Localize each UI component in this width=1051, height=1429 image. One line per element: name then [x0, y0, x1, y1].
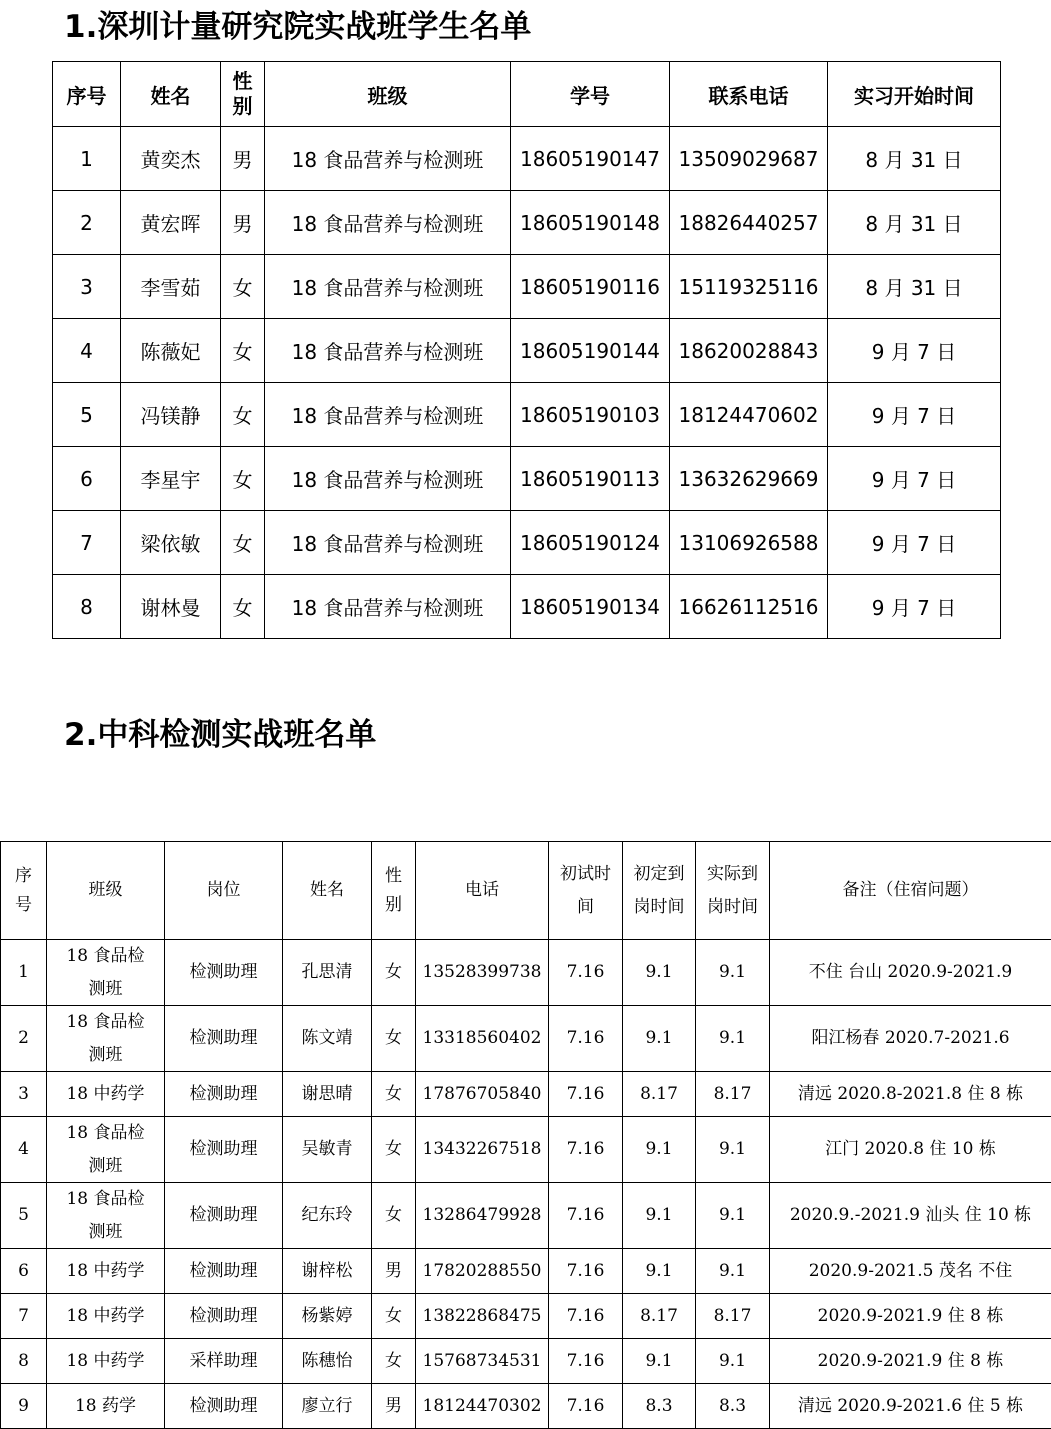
table-cell: 9.1	[623, 1117, 696, 1183]
header-cell: 备注（住宿问题）	[770, 842, 1051, 940]
table-cell: 7.16	[549, 1384, 623, 1429]
table-row	[1, 1339, 1051, 1384]
header-cell: 姓名	[283, 842, 372, 940]
table-cell: 8.17	[696, 1294, 770, 1339]
table-cell: 15768734531	[416, 1339, 549, 1384]
table-cell: 女	[372, 1294, 416, 1339]
table-cell: 18 食品营养与检测班	[265, 191, 511, 255]
header-cell: 性别	[221, 62, 265, 127]
table-cell: 男	[372, 1249, 416, 1294]
header-cell: 实际到岗时间	[696, 842, 770, 940]
table-cell: 18 食品检测班	[47, 1006, 165, 1072]
table-row	[53, 511, 1001, 575]
table-cell: 6	[53, 447, 121, 511]
table-cell: 7.16	[549, 1072, 623, 1117]
header-cell: 学号	[511, 62, 670, 127]
table-cell: 女	[221, 575, 265, 639]
table-cell: 检测助理	[165, 1072, 283, 1117]
table-cell: 孔思清	[283, 940, 372, 1006]
table-cell: 3	[53, 255, 121, 319]
table-cell: 2	[1, 1006, 47, 1072]
table-cell: 18605190113	[511, 447, 670, 511]
table-cell: 18605190103	[511, 383, 670, 447]
table-cell: 女	[372, 940, 416, 1006]
table-row	[53, 255, 1001, 319]
table-cell: 18605190134	[511, 575, 670, 639]
header-cell: 序号	[1, 842, 47, 940]
table-cell: 13509029687	[670, 127, 828, 191]
table-cell: 18 食品营养与检测班	[265, 319, 511, 383]
table-cell: 6	[1, 1249, 47, 1294]
header-cell: 姓名	[121, 62, 221, 127]
table-cell: 女	[372, 1006, 416, 1072]
table-row	[53, 383, 1001, 447]
table-cell: 18124470302	[416, 1384, 549, 1429]
table-cell: 8.3	[696, 1384, 770, 1429]
header-cell: 班级	[265, 62, 511, 127]
header-cell: 联系电话	[670, 62, 828, 127]
table-cell: 18 药学	[47, 1384, 165, 1429]
table-cell: 7	[1, 1294, 47, 1339]
table-cell: 男	[372, 1384, 416, 1429]
table-cell: 18620028843	[670, 319, 828, 383]
table-cell: 男	[221, 191, 265, 255]
table-header-row	[53, 62, 1001, 127]
table-cell: 检测助理	[165, 1006, 283, 1072]
table-cell: 8.17	[696, 1072, 770, 1117]
table-cell: 18 食品检测班	[47, 1117, 165, 1183]
table-cell: 李星宇	[121, 447, 221, 511]
table-cell: 13318560402	[416, 1006, 549, 1072]
table-cell: 9 月 7 日	[828, 383, 1001, 447]
table-cell: 18605190144	[511, 319, 670, 383]
table-cell: 18605190148	[511, 191, 670, 255]
table-cell: 江门 2020.8 住 10 栋	[770, 1117, 1051, 1183]
table-cell: 男	[221, 127, 265, 191]
table-cell: 7.16	[549, 1117, 623, 1183]
header-cell: 岗位	[165, 842, 283, 940]
table-header-row	[1, 842, 1051, 940]
shenzhen-student-table	[52, 61, 1001, 639]
table-cell: 9 月 7 日	[828, 447, 1001, 511]
table-cell: 2020.9-2021.9 住 8 栋	[770, 1294, 1051, 1339]
table-row	[53, 319, 1001, 383]
table-cell: 李雪茹	[121, 255, 221, 319]
table-cell: 16626112516	[670, 575, 828, 639]
table-cell: 7.16	[549, 1339, 623, 1384]
section2-title: 2.中科检测实战班名单	[64, 720, 376, 751]
table-cell: 检测助理	[165, 940, 283, 1006]
table-cell: 9.1	[623, 1249, 696, 1294]
table-cell: 谢梓松	[283, 1249, 372, 1294]
table-cell: 2020.9-2021.9 住 8 栋	[770, 1339, 1051, 1384]
table-cell: 黄宏晖	[121, 191, 221, 255]
table-cell: 18605190147	[511, 127, 670, 191]
table-cell: 4	[53, 319, 121, 383]
table-cell: 2020.9.-2021.9 汕头 住 10 栋	[770, 1183, 1051, 1249]
table-row	[1, 1072, 1051, 1117]
table-cell: 女	[372, 1072, 416, 1117]
table-cell: 9.1	[696, 1117, 770, 1183]
table-cell: 13822868475	[416, 1294, 549, 1339]
table-cell: 女	[221, 383, 265, 447]
header-cell: 班级	[47, 842, 165, 940]
table-cell: 谢林曼	[121, 575, 221, 639]
zhongke-student-table	[0, 841, 1051, 1429]
table-cell: 17876705840	[416, 1072, 549, 1117]
table-cell: 女	[372, 1117, 416, 1183]
table-cell: 8 月 31 日	[828, 255, 1001, 319]
table-cell: 18 中药学	[47, 1294, 165, 1339]
table-cell: 清远 2020.8-2021.8 住 8 栋	[770, 1072, 1051, 1117]
table-body	[53, 127, 1001, 639]
table-cell: 检测助理	[165, 1384, 283, 1429]
table-cell: 18 中药学	[47, 1249, 165, 1294]
header-cell: 电话	[416, 842, 549, 940]
table-cell: 7.16	[549, 1249, 623, 1294]
table-cell: 吴敏青	[283, 1117, 372, 1183]
table-cell: 1	[53, 127, 121, 191]
table-cell: 13106926588	[670, 511, 828, 575]
table-cell: 9	[1, 1384, 47, 1429]
table-cell: 18 食品营养与检测班	[265, 383, 511, 447]
table-cell: 陈薇妃	[121, 319, 221, 383]
table-cell: 9.1	[696, 940, 770, 1006]
table-cell: 18 食品营养与检测班	[265, 511, 511, 575]
table-cell: 18 食品营养与检测班	[265, 575, 511, 639]
table-row	[1, 1117, 1051, 1183]
table-cell: 18 食品营养与检测班	[265, 127, 511, 191]
table-cell: 8	[53, 575, 121, 639]
table-cell: 13632629669	[670, 447, 828, 511]
table-cell: 9.1	[623, 1339, 696, 1384]
table-cell: 女	[372, 1183, 416, 1249]
table-cell: 5	[1, 1183, 47, 1249]
table-cell: 清远 2020.9-2021.6 住 5 栋	[770, 1384, 1051, 1429]
table-row	[1, 1294, 1051, 1339]
table-cell: 17820288550	[416, 1249, 549, 1294]
table-row	[1, 1384, 1051, 1429]
table-cell: 3	[1, 1072, 47, 1117]
table-cell: 4	[1, 1117, 47, 1183]
table-cell: 9.1	[696, 1006, 770, 1072]
table-cell: 18 食品营养与检测班	[265, 255, 511, 319]
table-cell: 7.16	[549, 1006, 623, 1072]
table-cell: 8 月 31 日	[828, 127, 1001, 191]
table-cell: 检测助理	[165, 1249, 283, 1294]
table-row	[53, 575, 1001, 639]
table-cell: 13432267518	[416, 1117, 549, 1183]
table-cell: 女	[221, 447, 265, 511]
table-cell: 5	[53, 383, 121, 447]
table-cell: 9 月 7 日	[828, 319, 1001, 383]
table-cell: 9 月 7 日	[828, 575, 1001, 639]
table-cell: 检测助理	[165, 1294, 283, 1339]
header-cell: 初试时间	[549, 842, 623, 940]
table-cell: 9.1	[696, 1249, 770, 1294]
table-cell: 18605190124	[511, 511, 670, 575]
table-cell: 纪东玲	[283, 1183, 372, 1249]
table-cell: 18 食品营养与检测班	[265, 447, 511, 511]
table-cell: 7	[53, 511, 121, 575]
table-cell: 阳江杨春 2020.7-2021.6	[770, 1006, 1051, 1072]
table-cell: 8	[1, 1339, 47, 1384]
table-cell: 18826440257	[670, 191, 828, 255]
header-cell: 实习开始时间	[828, 62, 1001, 127]
table-cell: 检测助理	[165, 1117, 283, 1183]
table-row	[53, 191, 1001, 255]
table-cell: 女	[372, 1339, 416, 1384]
table-cell: 13528399738	[416, 940, 549, 1006]
table-row	[53, 447, 1001, 511]
table-cell: 7.16	[549, 1183, 623, 1249]
section1-title: 1.深圳计量研究院实战班学生名单	[64, 12, 531, 43]
table-cell: 8.17	[623, 1072, 696, 1117]
table-body	[1, 940, 1051, 1429]
table-cell: 18 食品检测班	[47, 1183, 165, 1249]
table-cell: 18 中药学	[47, 1339, 165, 1384]
table-row	[1, 940, 1051, 1006]
table-cell: 7.16	[549, 940, 623, 1006]
table-cell: 不住 台山 2020.9-2021.9	[770, 940, 1051, 1006]
table-cell: 梁依敏	[121, 511, 221, 575]
table-row	[1, 1006, 1051, 1072]
table-cell: 女	[221, 319, 265, 383]
table-cell: 9.1	[623, 1006, 696, 1072]
table-cell: 18605190116	[511, 255, 670, 319]
header-cell: 序号	[53, 62, 121, 127]
table-row	[1, 1183, 1051, 1249]
table-cell: 2020.9-2021.5 茂名 不住	[770, 1249, 1051, 1294]
table-cell: 黄奕杰	[121, 127, 221, 191]
table-cell: 13286479928	[416, 1183, 549, 1249]
table-cell: 1	[1, 940, 47, 1006]
table-cell: 15119325116	[670, 255, 828, 319]
table-cell: 女	[221, 511, 265, 575]
table-row	[1, 1249, 1051, 1294]
table-cell: 冯镁静	[121, 383, 221, 447]
table-cell: 8.17	[623, 1294, 696, 1339]
table-cell: 18 食品检测班	[47, 940, 165, 1006]
table-cell: 9.1	[696, 1183, 770, 1249]
table-cell: 9.1	[623, 1183, 696, 1249]
table-cell: 8.3	[623, 1384, 696, 1429]
table-cell: 廖立行	[283, 1384, 372, 1429]
table-cell: 女	[221, 255, 265, 319]
table-cell: 谢思晴	[283, 1072, 372, 1117]
table-cell: 9.1	[623, 940, 696, 1006]
table-cell: 检测助理	[165, 1183, 283, 1249]
table-cell: 2	[53, 191, 121, 255]
header-cell: 性别	[372, 842, 416, 940]
table-cell: 8 月 31 日	[828, 191, 1001, 255]
table-cell: 采样助理	[165, 1339, 283, 1384]
table-cell: 18124470602	[670, 383, 828, 447]
table-cell: 9 月 7 日	[828, 511, 1001, 575]
table-cell: 陈穗怡	[283, 1339, 372, 1384]
header-cell: 初定到岗时间	[623, 842, 696, 940]
table-cell: 7.16	[549, 1294, 623, 1339]
table-cell: 18 中药学	[47, 1072, 165, 1117]
table-cell: 9.1	[696, 1339, 770, 1384]
table-row	[53, 127, 1001, 191]
table-cell: 陈文靖	[283, 1006, 372, 1072]
table-cell: 杨紫婷	[283, 1294, 372, 1339]
